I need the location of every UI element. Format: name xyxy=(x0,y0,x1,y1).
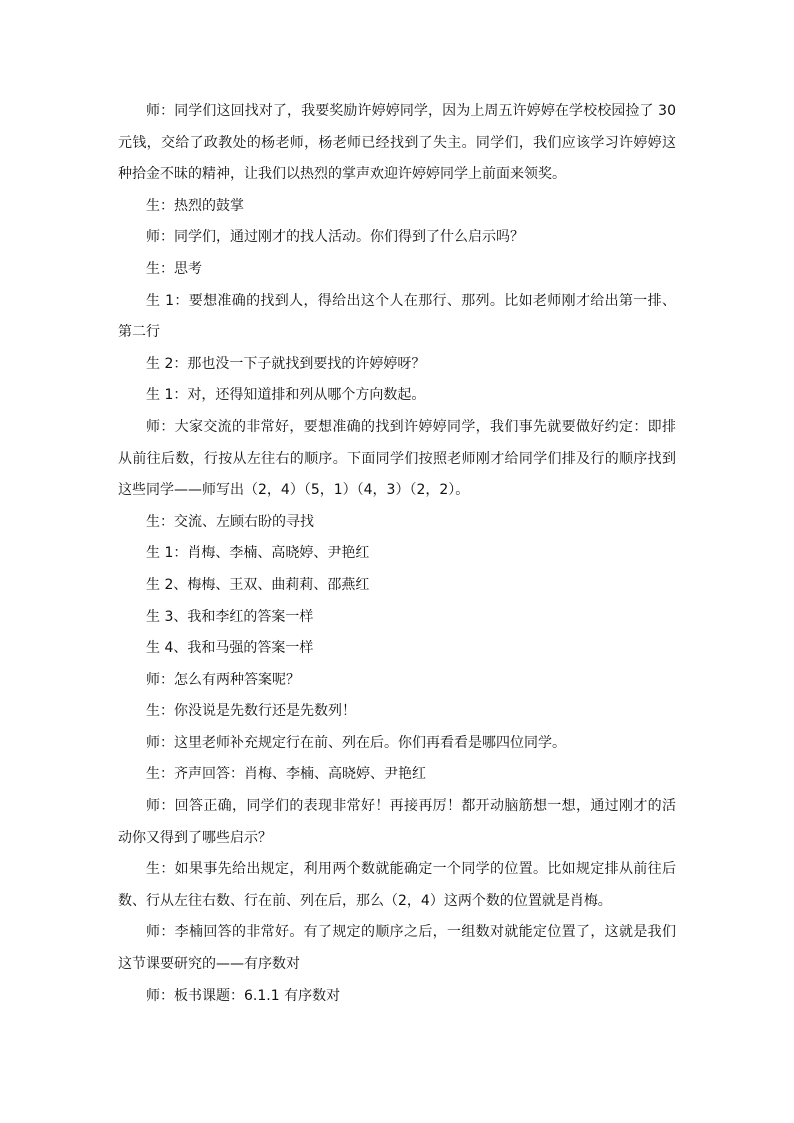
paragraph: 生 1：肖梅、李楠、高晓婷、尹艳红 xyxy=(146,545,370,562)
paragraph: 生：热烈的鼓掌 xyxy=(146,197,244,214)
paragraph: 师：这里老师补充规定行在前、列在后。你们再看看是哪四位同学。 xyxy=(146,734,566,751)
paragraph: 师：板书课题：6.1.1 有序数对 xyxy=(146,987,341,1004)
lesson-transcript xyxy=(118,96,676,1012)
paragraph: 师：回答正确，同学们的表现非常好！再接再厉！都开动脑筋想一想，通过刚才的活动你又得到了哪些启示？ xyxy=(118,798,676,846)
paragraph: 生 1：对，还得知道排和列从哪个方向数起。 xyxy=(146,387,426,404)
paragraph: 生：如果事先给出规定，利用两个数就能确定一个同学的位置。比如规定排从前往后数、行从左往右数、行在前、列在后，那么（2，4）这两个数的位置就是肖梅。 xyxy=(118,861,676,909)
paragraph: 生 2、梅梅、王双、曲莉莉、邵燕红 xyxy=(146,576,370,593)
paragraph: 生：齐声回答：肖梅、李楠、高晓婷、尹艳红 xyxy=(146,766,426,783)
paragraph: 生 2：那也没一下子就找到要找的许婷婷呀？ xyxy=(146,355,426,372)
paragraph: 师：同学们这回找对了，我要奖励许婷婷同学，因为上周五许婷婷在学校校园捡了 30 元钱，交给了政教处的杨老师，杨老师已经找到了失主。同学们，我们应该学习许婷婷这种拾金不昧的精神，让我们以热烈的掌声欢迎许婷婷同学上前面来领奖。 xyxy=(118,103,676,183)
paragraph: 生 3、我和李红的答案一样 xyxy=(146,608,314,625)
paragraph: 师：大家交流的非常好，要想准确的找到许婷婷同学，我们事先就要做好约定：即排从前往后数，行按从左往右的顺序。下面同学们按照老师刚才给同学们排及行的顺序找到这些同学——师写出（2，4）（5，1）（4，3）（2，2）。 xyxy=(118,418,676,499)
paragraph: 师：李楠回答的非常好。有了规定的顺序之后，一组数对就能定位置了，这就是我们这节课要研究的——有序数对 xyxy=(118,924,676,973)
paragraph: 师：同学们，通过刚才的找人活动。你们得到了什么启示吗？ xyxy=(146,229,524,246)
paragraph: 师：怎么有两种答案呢？ xyxy=(146,671,300,688)
paragraph: 生 4、我和马强的答案一样 xyxy=(146,640,314,657)
paragraph: 生：交流、左顾右盼的寻找 xyxy=(146,513,314,530)
paragraph: 生：思考 xyxy=(146,260,202,277)
paragraph: 生：你没说是先数行还是先数列！ xyxy=(146,703,356,720)
paragraph: 生 1：要想准确的找到人，得给出这个人在那行、那列。比如老师刚才给出第一排、第二行 xyxy=(118,292,676,341)
